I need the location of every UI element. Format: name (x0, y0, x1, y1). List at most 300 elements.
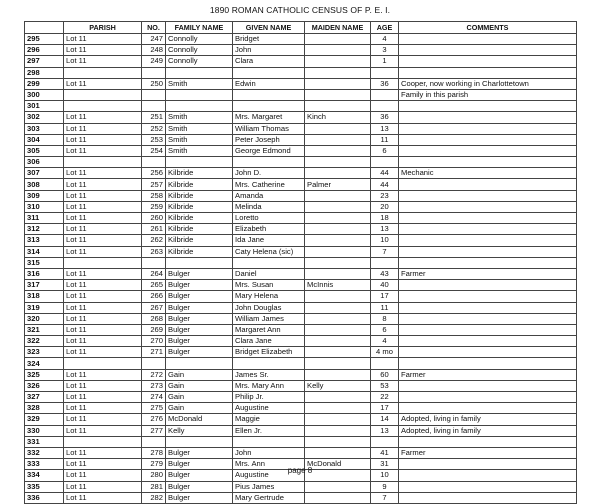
table-row (25, 157, 577, 168)
cell-maiden-name (305, 45, 371, 56)
cell-parish: Lot 11 (64, 403, 142, 414)
cell-row-number: 332 (25, 447, 64, 458)
cell-given-name: William James (233, 313, 305, 324)
cell-age: 7 (371, 246, 399, 257)
cell-row-number: 311 (25, 213, 64, 224)
cell-family-name: Kilbride (166, 224, 233, 235)
cell-comments (399, 213, 577, 224)
cell-comments: Farmer (399, 369, 577, 380)
cell-maiden-name (305, 134, 371, 145)
cell-age: 40 (371, 280, 399, 291)
cell-family-name (166, 101, 233, 112)
cell-parish (64, 89, 142, 100)
cell-family-name: Kilbride (166, 201, 233, 212)
cell-comments (399, 347, 577, 358)
cell-number: 260 (142, 213, 166, 224)
cell-number: 276 (142, 414, 166, 425)
cell-age (371, 67, 399, 78)
cell-parish: Lot 11 (64, 201, 142, 212)
cell-parish: Lot 11 (64, 179, 142, 190)
cell-age: 4 mo (371, 347, 399, 358)
cell-comments (399, 157, 577, 168)
cell-age: 4 (371, 34, 399, 45)
census-body (25, 34, 577, 504)
cell-given-name: George Edmond (233, 145, 305, 156)
cell-parish: Lot 11 (64, 313, 142, 324)
cell-number (142, 358, 166, 369)
cell-number: 266 (142, 291, 166, 302)
cell-parish: Lot 11 (64, 425, 142, 436)
cell-family-name (166, 89, 233, 100)
cell-given-name (233, 89, 305, 100)
cell-age: 23 (371, 190, 399, 201)
cell-age: 11 (371, 134, 399, 145)
cell-given-name: Peter Joseph (233, 134, 305, 145)
cell-given-name: Ellen Jr. (233, 425, 305, 436)
cell-family-name: Gain (166, 369, 233, 380)
cell-maiden-name (305, 492, 371, 503)
cell-parish (64, 436, 142, 447)
cell-maiden-name (305, 403, 371, 414)
cell-maiden-name (305, 235, 371, 246)
cell-parish: Lot 11 (64, 369, 142, 380)
cell-maiden-name (305, 34, 371, 45)
column-header-comments: COMMENTS (399, 22, 577, 34)
cell-row-number: 313 (25, 235, 64, 246)
cell-row-number: 295 (25, 34, 64, 45)
cell-age: 10 (371, 235, 399, 246)
cell-row-number: 334 (25, 470, 64, 481)
cell-row-number: 333 (25, 459, 64, 470)
table-row (25, 403, 577, 414)
cell-number: 251 (142, 112, 166, 123)
cell-maiden-name (305, 369, 371, 380)
column-header-age: AGE (371, 22, 399, 34)
cell-parish: Lot 11 (64, 336, 142, 347)
cell-parish: Lot 11 (64, 78, 142, 89)
cell-given-name: William Thomas (233, 123, 305, 134)
cell-parish (64, 101, 142, 112)
cell-row-number: 329 (25, 414, 64, 425)
cell-row-number: 331 (25, 436, 64, 447)
cell-family-name: Bulger (166, 447, 233, 458)
cell-parish: Lot 11 (64, 45, 142, 56)
cell-maiden-name (305, 213, 371, 224)
cell-age: 6 (371, 145, 399, 156)
cell-given-name: Augustine (233, 403, 305, 414)
cell-maiden-name (305, 425, 371, 436)
cell-parish: Lot 11 (64, 380, 142, 391)
cell-comments: Mechanic (399, 168, 577, 179)
cell-row-number: 302 (25, 112, 64, 123)
cell-parish: Lot 11 (64, 492, 142, 503)
cell-row-number: 296 (25, 45, 64, 56)
cell-row-number: 325 (25, 369, 64, 380)
column-header-family-name: FAMILY NAME (166, 22, 233, 34)
cell-comments (399, 201, 577, 212)
cell-comments (399, 358, 577, 369)
cell-age: 13 (371, 425, 399, 436)
cell-comments (399, 34, 577, 45)
cell-row-number: 320 (25, 313, 64, 324)
cell-row-number: 306 (25, 157, 64, 168)
cell-number: 259 (142, 201, 166, 212)
cell-row-number: 297 (25, 56, 64, 67)
cell-parish: Lot 11 (64, 190, 142, 201)
table-row (25, 358, 577, 369)
cell-family-name: Connolly (166, 45, 233, 56)
cell-row-number: 326 (25, 380, 64, 391)
cell-number (142, 101, 166, 112)
cell-family-name: Bulger (166, 291, 233, 302)
cell-number: 270 (142, 336, 166, 347)
census-table (24, 21, 577, 504)
cell-row-number: 303 (25, 123, 64, 134)
cell-maiden-name (305, 257, 371, 268)
cell-parish: Lot 11 (64, 459, 142, 470)
cell-number: 248 (142, 45, 166, 56)
table-row (25, 291, 577, 302)
cell-given-name: Margaret Ann (233, 324, 305, 335)
cell-comments: Adopted, living in family (399, 414, 577, 425)
table-row (25, 246, 577, 257)
cell-comments (399, 336, 577, 347)
cell-maiden-name (305, 101, 371, 112)
cell-age: 8 (371, 313, 399, 324)
cell-row-number: 318 (25, 291, 64, 302)
cell-comments: Adopted, living in family (399, 425, 577, 436)
cell-age: 17 (371, 403, 399, 414)
cell-parish: Lot 11 (64, 168, 142, 179)
cell-row-number: 323 (25, 347, 64, 358)
cell-given-name: Melinda (233, 201, 305, 212)
cell-parish: Lot 11 (64, 347, 142, 358)
cell-family-name (166, 67, 233, 78)
cell-family-name: Bulger (166, 268, 233, 279)
cell-age (371, 257, 399, 268)
cell-given-name: Clara Jane (233, 336, 305, 347)
cell-comments (399, 67, 577, 78)
cell-row-number: 317 (25, 280, 64, 291)
cell-number: 279 (142, 459, 166, 470)
cell-age: 36 (371, 78, 399, 89)
cell-comments (399, 257, 577, 268)
cell-given-name: James Sr. (233, 369, 305, 380)
table-row (25, 380, 577, 391)
cell-row-number: 304 (25, 134, 64, 145)
cell-parish: Lot 11 (64, 302, 142, 313)
cell-row-number: 316 (25, 268, 64, 279)
cell-given-name: Pius James (233, 481, 305, 492)
cell-given-name: Edwin (233, 78, 305, 89)
cell-given-name: Mrs. Mary Ann (233, 380, 305, 391)
table-row (25, 425, 577, 436)
cell-parish: Lot 11 (64, 246, 142, 257)
cell-given-name: Augustine (233, 470, 305, 481)
cell-age: 31 (371, 459, 399, 470)
cell-given-name: Caty Helena (sic) (233, 246, 305, 257)
cell-number: 254 (142, 145, 166, 156)
cell-given-name: Philip Jr. (233, 392, 305, 403)
cell-given-name (233, 101, 305, 112)
cell-comments (399, 56, 577, 67)
cell-age (371, 436, 399, 447)
cell-family-name: Smith (166, 123, 233, 134)
cell-parish: Lot 11 (64, 268, 142, 279)
cell-age: 7 (371, 492, 399, 503)
table-row (25, 392, 577, 403)
cell-row-number: 305 (25, 145, 64, 156)
cell-number: 264 (142, 268, 166, 279)
cell-given-name: Mrs. Catherine (233, 179, 305, 190)
cell-number: 269 (142, 324, 166, 335)
cell-age: 53 (371, 380, 399, 391)
table-row (25, 336, 577, 347)
cell-comments (399, 392, 577, 403)
cell-row-number: 319 (25, 302, 64, 313)
cell-given-name (233, 257, 305, 268)
cell-family-name: Bulger (166, 459, 233, 470)
document-title: 1890 ROMAN CATHOLIC CENSUS OF P. E. I. (209, 5, 391, 15)
cell-number: 247 (142, 34, 166, 45)
cell-family-name: Bulger (166, 324, 233, 335)
table-row (25, 313, 577, 324)
cell-maiden-name (305, 89, 371, 100)
cell-maiden-name (305, 302, 371, 313)
cell-family-name: Gain (166, 392, 233, 403)
cell-age: 9 (371, 481, 399, 492)
cell-parish: Lot 11 (64, 392, 142, 403)
table-row (25, 257, 577, 268)
cell-row-number: 315 (25, 257, 64, 268)
cell-family-name (166, 157, 233, 168)
cell-number: 261 (142, 224, 166, 235)
table-row (25, 168, 577, 179)
cell-family-name: Connolly (166, 56, 233, 67)
cell-age: 1 (371, 56, 399, 67)
cell-comments: Cooper, now working in Charlottetown (399, 78, 577, 89)
cell-age: 20 (371, 201, 399, 212)
cell-number: 265 (142, 280, 166, 291)
cell-age: 13 (371, 224, 399, 235)
cell-number: 278 (142, 447, 166, 458)
table-row (25, 134, 577, 145)
cell-comments (399, 280, 577, 291)
cell-given-name: Mrs. Margaret (233, 112, 305, 123)
cell-comments: Farmer (399, 268, 577, 279)
column-header-row-number (25, 22, 64, 34)
cell-row-number: 335 (25, 481, 64, 492)
cell-parish (64, 257, 142, 268)
cell-family-name: McDonald (166, 414, 233, 425)
cell-family-name: Kilbride (166, 190, 233, 201)
cell-maiden-name (305, 291, 371, 302)
cell-family-name: Kelly (166, 425, 233, 436)
cell-maiden-name (305, 336, 371, 347)
table-row (25, 224, 577, 235)
cell-age: 43 (371, 268, 399, 279)
cell-given-name: Loretto (233, 213, 305, 224)
cell-maiden-name (305, 56, 371, 67)
page-number: page 8 (287, 466, 313, 475)
cell-given-name: Elizabeth (233, 224, 305, 235)
cell-row-number: 310 (25, 201, 64, 212)
cell-number: 271 (142, 347, 166, 358)
cell-row-number: 336 (25, 492, 64, 503)
table-row (25, 179, 577, 190)
cell-age: 14 (371, 414, 399, 425)
cell-family-name: Bulger (166, 336, 233, 347)
cell-given-name: John (233, 45, 305, 56)
cell-family-name: Gain (166, 403, 233, 414)
cell-age (371, 157, 399, 168)
cell-number (142, 257, 166, 268)
cell-number: 252 (142, 123, 166, 134)
cell-comments (399, 134, 577, 145)
cell-maiden-name: Kelly (305, 380, 371, 391)
cell-row-number: 301 (25, 101, 64, 112)
cell-maiden-name (305, 347, 371, 358)
cell-comments (399, 313, 577, 324)
cell-row-number: 309 (25, 190, 64, 201)
cell-comments (399, 123, 577, 134)
cell-parish: Lot 11 (64, 134, 142, 145)
cell-number: 262 (142, 235, 166, 246)
table-row (25, 280, 577, 291)
cell-row-number: 327 (25, 392, 64, 403)
cell-row-number: 330 (25, 425, 64, 436)
cell-parish: Lot 11 (64, 123, 142, 134)
cell-maiden-name (305, 313, 371, 324)
cell-number: 257 (142, 179, 166, 190)
cell-comments (399, 145, 577, 156)
cell-maiden-name: Palmer (305, 179, 371, 190)
cell-comments (399, 235, 577, 246)
cell-age: 41 (371, 447, 399, 458)
cell-age: 4 (371, 336, 399, 347)
cell-maiden-name (305, 447, 371, 458)
table-row (25, 112, 577, 123)
cell-number: 253 (142, 134, 166, 145)
cell-age: 10 (371, 470, 399, 481)
table-row (25, 201, 577, 212)
cell-maiden-name: McDonald (305, 459, 371, 470)
cell-comments (399, 246, 577, 257)
cell-parish: Lot 11 (64, 481, 142, 492)
cell-comments (399, 291, 577, 302)
cell-parish: Lot 11 (64, 145, 142, 156)
cell-maiden-name (305, 392, 371, 403)
cell-row-number: 328 (25, 403, 64, 414)
column-header-parish: PARISH (64, 22, 142, 34)
cell-number: 282 (142, 492, 166, 503)
cell-age (371, 89, 399, 100)
cell-parish: Lot 11 (64, 447, 142, 458)
cell-row-number: 322 (25, 336, 64, 347)
cell-age: 17 (371, 291, 399, 302)
cell-given-name: Bridget Elizabeth (233, 347, 305, 358)
cell-row-number: 307 (25, 168, 64, 179)
cell-row-number: 300 (25, 89, 64, 100)
cell-family-name: Bulger (166, 302, 233, 313)
cell-comments (399, 492, 577, 503)
cell-family-name: Smith (166, 112, 233, 123)
cell-row-number: 314 (25, 246, 64, 257)
cell-number: 280 (142, 470, 166, 481)
cell-given-name: John (233, 447, 305, 458)
cell-maiden-name (305, 224, 371, 235)
cell-parish (64, 157, 142, 168)
cell-age: 3 (371, 45, 399, 56)
cell-age: 36 (371, 112, 399, 123)
table-row (25, 324, 577, 335)
cell-given-name: Bridget (233, 34, 305, 45)
cell-family-name: Gain (166, 380, 233, 391)
cell-row-number: 298 (25, 67, 64, 78)
cell-number: 274 (142, 392, 166, 403)
cell-comments (399, 45, 577, 56)
cell-number (142, 157, 166, 168)
cell-age: 11 (371, 302, 399, 313)
cell-family-name: Bulger (166, 347, 233, 358)
cell-maiden-name: Kinch (305, 112, 371, 123)
cell-given-name (233, 436, 305, 447)
cell-maiden-name (305, 246, 371, 257)
cell-number: 268 (142, 313, 166, 324)
table-row (25, 369, 577, 380)
cell-family-name (166, 436, 233, 447)
table-row (25, 56, 577, 67)
cell-maiden-name (305, 168, 371, 179)
cell-parish (64, 67, 142, 78)
cell-family-name: Bulger (166, 280, 233, 291)
table-row (25, 78, 577, 89)
cell-family-name: Bulger (166, 492, 233, 503)
cell-family-name: Smith (166, 134, 233, 145)
cell-parish: Lot 11 (64, 235, 142, 246)
cell-age: 6 (371, 324, 399, 335)
cell-maiden-name (305, 358, 371, 369)
cell-number: 281 (142, 481, 166, 492)
table-row (25, 302, 577, 313)
cell-parish: Lot 11 (64, 112, 142, 123)
cell-family-name (166, 358, 233, 369)
cell-parish (64, 358, 142, 369)
table-row (25, 190, 577, 201)
cell-given-name: Mrs. Susan (233, 280, 305, 291)
table-row (25, 436, 577, 447)
cell-parish: Lot 11 (64, 213, 142, 224)
cell-maiden-name (305, 324, 371, 335)
cell-parish: Lot 11 (64, 291, 142, 302)
cell-maiden-name (305, 414, 371, 425)
cell-given-name: Amanda (233, 190, 305, 201)
cell-given-name (233, 67, 305, 78)
cell-family-name: Kilbride (166, 213, 233, 224)
cell-parish: Lot 11 (64, 56, 142, 67)
cell-comments (399, 224, 577, 235)
cell-given-name: Ida Jane (233, 235, 305, 246)
cell-given-name: Mary Helena (233, 291, 305, 302)
cell-maiden-name (305, 268, 371, 279)
cell-parish: Lot 11 (64, 470, 142, 481)
cell-number: 267 (142, 302, 166, 313)
cell-age: 13 (371, 123, 399, 134)
table-row (25, 67, 577, 78)
column-header-maiden-name: MAIDEN NAME (305, 22, 371, 34)
cell-maiden-name (305, 190, 371, 201)
cell-number: 275 (142, 403, 166, 414)
